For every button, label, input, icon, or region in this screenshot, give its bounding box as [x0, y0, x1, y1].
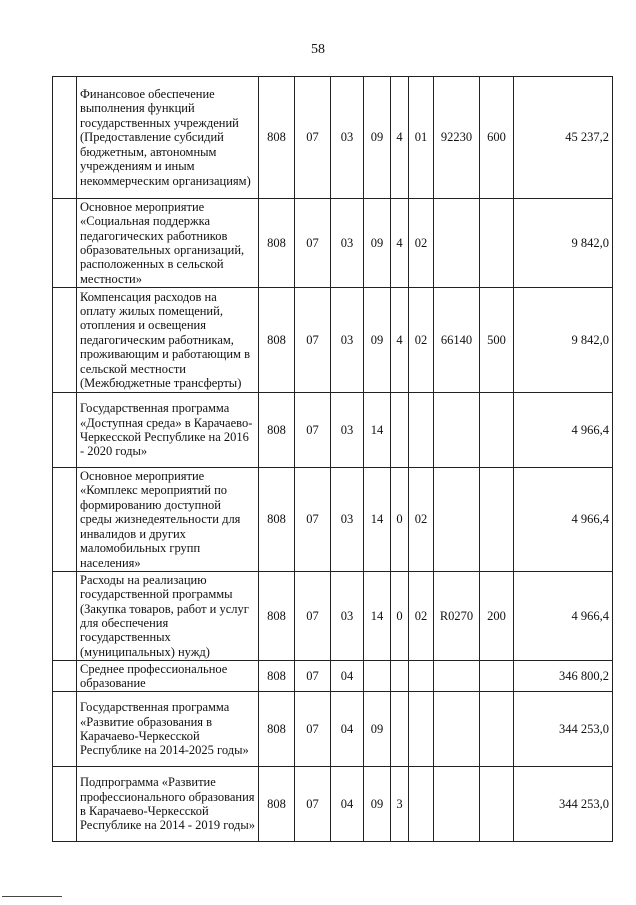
- program-code: [364, 661, 391, 692]
- section-code: 07: [295, 393, 331, 468]
- expense-type-code: [480, 661, 514, 692]
- expense-type-code: [480, 199, 514, 288]
- direction-code: 92230: [434, 77, 480, 199]
- row-name: Расходы на реализацию государственной программы (Закупка товаров, работ и услуг для обеспечения государственных (муниципальных) нужд): [77, 572, 259, 661]
- ministry-code: 808: [259, 393, 295, 468]
- table-row: [53, 661, 613, 692]
- table-row: [53, 288, 613, 393]
- row-sum: 344 253,0: [514, 692, 613, 767]
- activity-code: 02: [409, 468, 434, 572]
- section-code: 07: [295, 767, 331, 842]
- section-code: 07: [295, 199, 331, 288]
- row-sum: 9 842,0: [514, 199, 613, 288]
- subprogram-code: 3: [391, 767, 409, 842]
- activity-code: [409, 767, 434, 842]
- section-code: 07: [295, 572, 331, 661]
- program-code: 14: [364, 393, 391, 468]
- row-name: Среднее профессиональное образование: [77, 661, 259, 692]
- direction-code: [434, 199, 480, 288]
- expense-type-code: [480, 767, 514, 842]
- section-code: 07: [295, 692, 331, 767]
- direction-code: [434, 468, 480, 572]
- program-code: 09: [364, 288, 391, 393]
- expense-type-code: [480, 393, 514, 468]
- expense-type-code: [480, 692, 514, 767]
- row-blank-cell: [53, 572, 77, 661]
- ministry-code: 808: [259, 199, 295, 288]
- table-row: [53, 572, 613, 661]
- subsection-code: 03: [331, 199, 364, 288]
- table-row: [53, 393, 613, 468]
- row-blank-cell: [53, 767, 77, 842]
- ministry-code: 808: [259, 692, 295, 767]
- activity-code: [409, 393, 434, 468]
- row-name: Финансовое обеспечение выполнения функций государственных учреждений (Предоставление субсидий бюджетным, автономным учреждениям и иным некоммерческим организациям): [77, 77, 259, 199]
- subsection-code: 04: [331, 767, 364, 842]
- row-sum: 4 966,4: [514, 468, 613, 572]
- program-code: 09: [364, 767, 391, 842]
- budget-table: [52, 76, 613, 842]
- expense-type-code: 500: [480, 288, 514, 393]
- expense-type-code: 200: [480, 572, 514, 661]
- section-code: 07: [295, 77, 331, 199]
- row-blank-cell: [53, 661, 77, 692]
- program-code: 09: [364, 77, 391, 199]
- subsection-code: 03: [331, 77, 364, 199]
- subsection-code: 03: [331, 393, 364, 468]
- subprogram-code: 0: [391, 572, 409, 661]
- table-body: [53, 77, 613, 842]
- program-code: 14: [364, 572, 391, 661]
- row-name: Подпрограмма «Развитие профессионального образования в Карачаево-Черкесской Республике на 2014 - 2019 годы»: [77, 767, 259, 842]
- table-row: [53, 199, 613, 288]
- activity-code: [409, 692, 434, 767]
- row-name: Государственная программа «Доступная среда» в Карачаево-Черкесской Республике на 2016 - 2020 годы»: [77, 393, 259, 468]
- activity-code: 02: [409, 572, 434, 661]
- program-code: 09: [364, 692, 391, 767]
- table-row: [53, 692, 613, 767]
- direction-code: [434, 767, 480, 842]
- activity-code: [409, 661, 434, 692]
- direction-code: [434, 692, 480, 767]
- direction-code: [434, 393, 480, 468]
- expense-type-code: 600: [480, 77, 514, 199]
- subsection-code: 03: [331, 572, 364, 661]
- row-blank-cell: [53, 77, 77, 199]
- subprogram-code: 4: [391, 77, 409, 199]
- direction-code: R0270: [434, 572, 480, 661]
- table-row: [53, 468, 613, 572]
- ministry-code: 808: [259, 468, 295, 572]
- activity-code: 02: [409, 199, 434, 288]
- subsection-code: 03: [331, 288, 364, 393]
- footer-divider: [2, 896, 62, 897]
- ministry-code: 808: [259, 288, 295, 393]
- section-code: 07: [295, 661, 331, 692]
- subprogram-code: 0: [391, 468, 409, 572]
- program-code: 14: [364, 468, 391, 572]
- subprogram-code: [391, 393, 409, 468]
- subsection-code: 03: [331, 468, 364, 572]
- activity-code: 02: [409, 288, 434, 393]
- ministry-code: 808: [259, 572, 295, 661]
- section-code: 07: [295, 288, 331, 393]
- subprogram-code: 4: [391, 288, 409, 393]
- row-name: Государственная программа «Развитие образования в Карачаево-Черкесской Республике на 2014-2025 годы»: [77, 692, 259, 767]
- row-blank-cell: [53, 199, 77, 288]
- subsection-code: 04: [331, 661, 364, 692]
- ministry-code: 808: [259, 767, 295, 842]
- ministry-code: 808: [259, 77, 295, 199]
- row-name: Компенсация расходов на оплату жилых помещений, отопления и освещения педагогическим работникам, проживающим и работающим в сельской местности (Межбюджетные трансферты): [77, 288, 259, 393]
- subprogram-code: 4: [391, 199, 409, 288]
- row-sum: 4 966,4: [514, 393, 613, 468]
- table-row: [53, 767, 613, 842]
- row-blank-cell: [53, 393, 77, 468]
- row-sum: 45 237,2: [514, 77, 613, 199]
- program-code: 09: [364, 199, 391, 288]
- ministry-code: 808: [259, 661, 295, 692]
- subsection-code: 04: [331, 692, 364, 767]
- row-blank-cell: [53, 288, 77, 393]
- subprogram-code: [391, 661, 409, 692]
- subprogram-code: [391, 692, 409, 767]
- row-sum: 4 966,4: [514, 572, 613, 661]
- row-name: Основное мероприятие «Комплекс мероприятий по формированию доступной среды жизнедеятельности для инвалидов и других маломобильных групп населения»: [77, 468, 259, 572]
- row-blank-cell: [53, 692, 77, 767]
- page-number: 58: [311, 42, 325, 57]
- direction-code: [434, 661, 480, 692]
- row-sum: 9 842,0: [514, 288, 613, 393]
- expense-type-code: [480, 468, 514, 572]
- activity-code: 01: [409, 77, 434, 199]
- row-sum: 344 253,0: [514, 767, 613, 842]
- row-sum: 346 800,2: [514, 661, 613, 692]
- section-code: 07: [295, 468, 331, 572]
- direction-code: 66140: [434, 288, 480, 393]
- table-row: [53, 77, 613, 199]
- row-name: Основное мероприятие «Социальная поддержка педагогических работников образовательных организаций, расположенных в сельской местности»: [77, 199, 259, 288]
- row-blank-cell: [53, 468, 77, 572]
